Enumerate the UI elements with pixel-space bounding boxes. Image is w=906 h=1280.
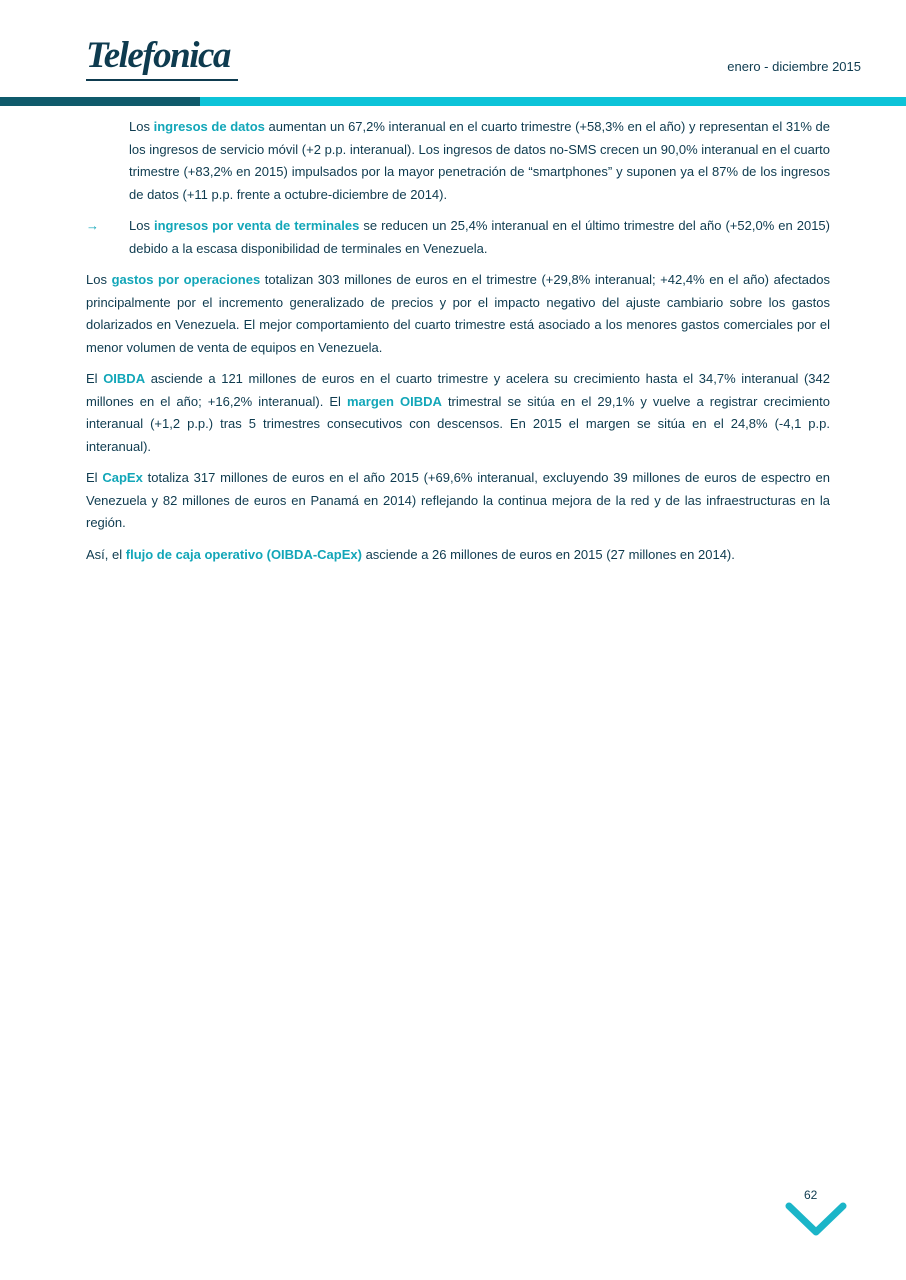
page-number: 62 (804, 1188, 818, 1202)
highlight-flujo-caja: flujo de caja operativo (OIBDA-CapEx) (125, 546, 362, 562)
arrow-bullet-icon: → (86, 218, 99, 233)
header-band-light (200, 97, 906, 106)
bullet-ingresos-terminales: → Los ingresos por venta de terminales se reducen un 25,4% interanual en el último trimestre del año (+52,0% en 2015) debido a la escasa disponibilidad de terminales en Venezuela. (86, 215, 830, 260)
highlight-margen-oibda: margen OIBDA (346, 393, 442, 409)
header-band-dark (0, 97, 200, 106)
page-body (86, 116, 830, 575)
paragraph-oibda: El OIBDA asciende a 121 millones de euros en el cuarto trimestre y acelera su crecimiento hasta el 34,7% interanual (342 millones en el año; +16,2% interanual). El margen OIBDA trimestral se sitúa en el 29,1% y vuelve a registrar crecimiento interanual (+1,2 p.p.) tras 5 trimestres consecutivos con descensos. En 2015 el margen se sitúa en el 24,8% (-4,1 p.p. interanual). (86, 371, 830, 454)
paragraph-flujo-caja: Así, el flujo de caja operativo (OIBDA-CapEx) asciende a 26 millones de euros en 2015 (27 millones en 2014). (86, 546, 735, 562)
highlight-oibda: OIBDA (103, 371, 146, 386)
chevron-down-icon[interactable] (784, 1198, 848, 1240)
highlight-capex: CapEx (102, 470, 143, 485)
logo-underline (86, 79, 238, 81)
report-period: enero - diciembre 2015 (727, 59, 861, 74)
highlight-ingresos-datos: ingresos de datos (153, 119, 265, 134)
paragraph-capex: El CapEx totaliza 317 millones de euros en el año 2015 (+69,6% interanual, excluyendo 39 millones de euros de espectro en Venezuela y 82 millones de euros en Panamá en 2014) reflejando la continua mejora de la red y de las infraestructuras en la región. (86, 470, 830, 530)
highlight-ingresos-terminales: ingresos por venta de terminales (153, 218, 360, 233)
logo-wordmark: Telefonica (86, 35, 230, 76)
highlight-gastos-operaciones: gastos por operaciones (111, 272, 261, 287)
telefonica-logo (86, 32, 242, 84)
paragraph-ingresos-datos: Los ingresos de datos aumentan un 67,2% interanual en el cuarto trimestre (+58,3% en el año) y representan el 31% de los ingresos de servicio móvil (+2 p.p. interanual). Los ingresos de datos no-SMS crecen un 90,0% interanual en el cuarto trimestre (+83,2% en 2015) impulsados por la mayor penetración de “smartphones” y suponen ya el 87% de los ingresos de datos (+11 p.p. frente a octubre-diciembre de 2014). (129, 119, 830, 202)
paragraph-gastos-operaciones: Los gastos por operaciones totalizan 303 millones de euros en el trimestre (+29,8% interanual; +42,4% en el año) afectados principalmente por el incremento generalizado de precios y por el impacto negativo del ajuste cambiario sobre los gastos dolarizados en Venezuela. El mejor comportamiento del cuarto trimestre está asociado a los menores gastos comerciales por el menor volumen de venta de equipos en Venezuela. (86, 272, 830, 355)
